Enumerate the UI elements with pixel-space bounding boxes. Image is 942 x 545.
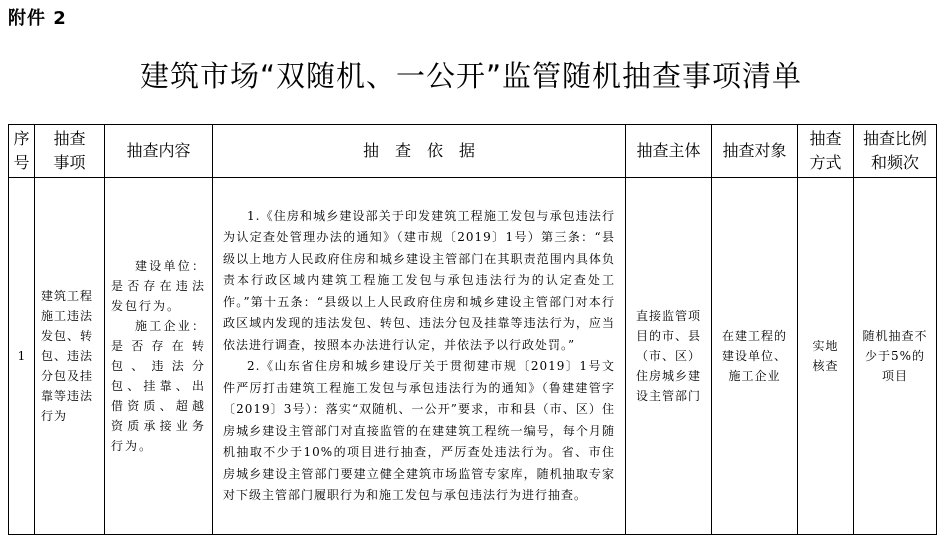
cell-method: 实地核查 [798,178,854,535]
header-row [9,125,937,178]
cell-ratio: 随机抽查不少于5%的项目 [854,178,937,535]
table-row [9,178,937,535]
cell-basis [213,178,626,535]
cell-index: 1 [9,178,35,535]
inspection-table [8,124,937,535]
header-object: 抽查对象 [712,125,798,178]
cell-item: 建筑工程施工违法发包、转包、违法分包及挂靠等违法行为 [35,178,105,535]
basis-paragraph-1: 1.《住房和城乡建设部关于印发建筑工程施工发包与承包违法行为认定查处管理办法的通知》（建市规〔2019〕1号）第三条：“县级以上地方人民政府住房和城乡建设主管部门在其职责范围内具体负责本行政区域内建筑工程施工发包与承包违法行为的认定查处工作。”第十五条：“县级以上人民政府住房和城乡建设主管部门对本行政区域内发现的违法发包、转包、违法分包及挂靠等违法行为，应当依法进行调查，按照本办法进行认定，并依法予以行政处罚。” [223,208,615,352]
page-title: 建筑市场“双随机、一公开”监管随机抽查事项清单 [139,59,803,93]
header-index: 序号 [9,125,35,178]
content-builder: 建设单位：是否存在违法发包行为。 [111,259,206,313]
header-method: 抽查方式 [798,125,854,178]
content-contractor: 施工企业：是否存在转包、违法分包、挂靠、出借资质、超越资质承接业务行为。 [111,319,206,453]
attachment-label: 附件 2 [8,8,67,29]
header-content: 抽查内容 [105,125,213,178]
header-ratio: 抽查比例和频次 [854,125,937,178]
cell-content [105,178,213,535]
cell-subject: 直接监管项目的市、县（市、区）住房城乡建设主管部门 [626,178,712,535]
header-basis: 抽 查 依 据 [213,125,626,178]
basis-paragraph-2: 2.《山东省住房和城乡建设厅关于贯彻建市规〔2019〕1号文件严厉打击建筑工程施工发包与承包违法行为的通知》（鲁建建管字〔2019〕3号）：落实“双随机、一公开”要求，市和县（市、区）住房城乡建设主管部门对直接监管的在建建筑工程统一编号，每个月随机抽取不少于10%的项目进行抽查，严厉查处违法行为。省、市住房城乡建设主管部门要建立健全建筑市场监管专家库，随机抽取专家对下级主管部门履职行为和施工发包与承包违法行为进行抽查。 [223,359,615,502]
header-subject: 抽查主体 [626,125,712,178]
cell-object: 在建工程的建设单位、施工企业 [712,178,798,535]
header-item: 抽查事项 [35,125,105,178]
